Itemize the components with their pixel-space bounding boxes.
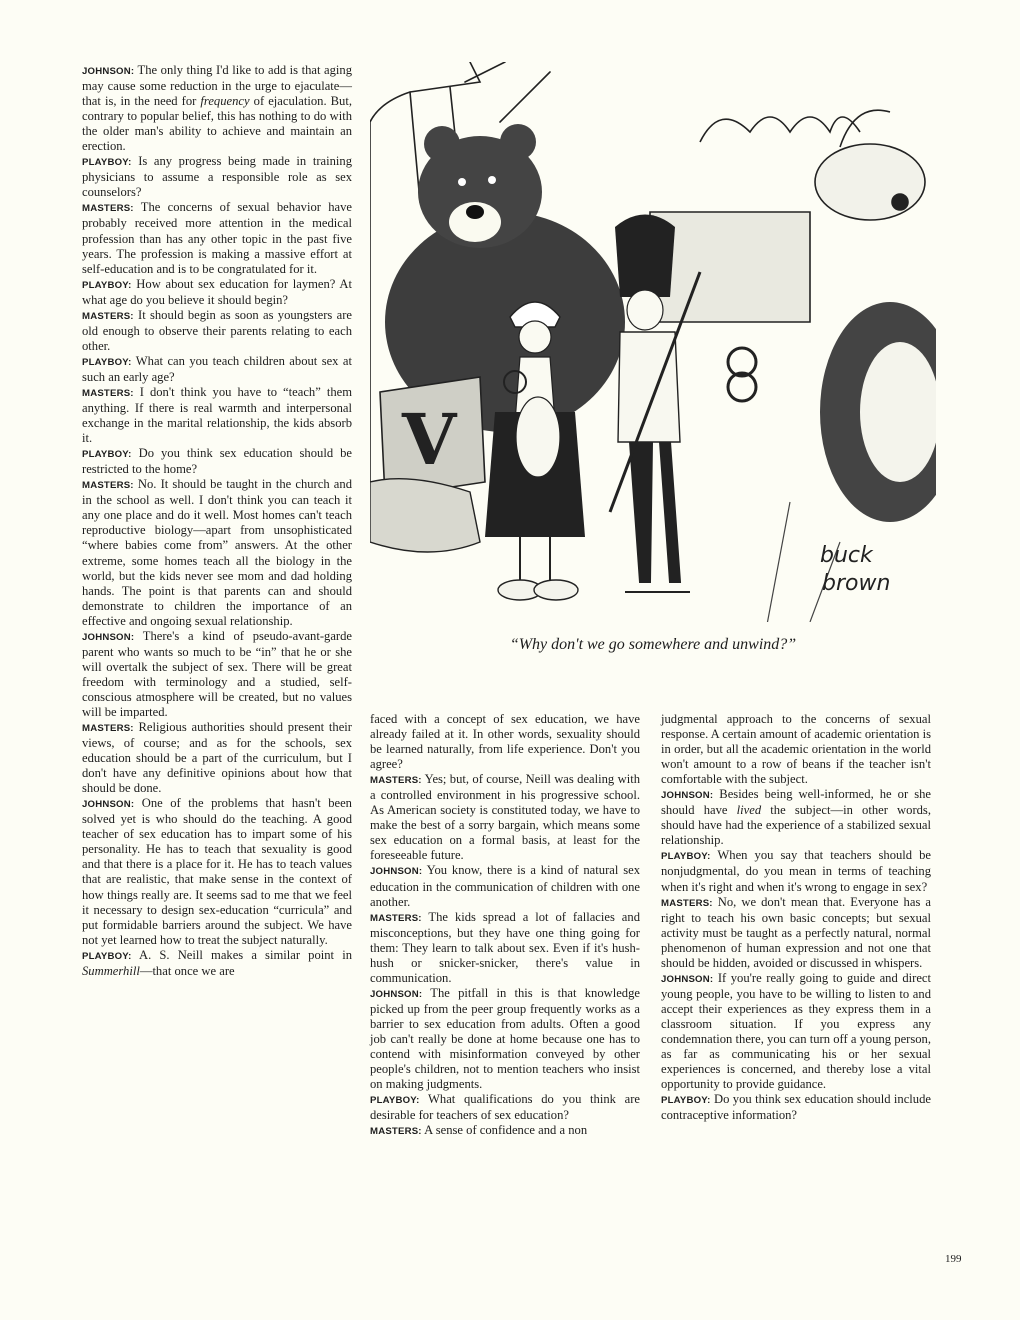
interview-paragraph: PLAYBOY: When you say that teachers should be nonjudgmental, do you mean in terms of teaching when it's right and when it's wrong to engage in sex?	[661, 848, 932, 894]
interview-paragraph: PLAYBOY: What qualifications do you think are desirable for teachers of sex education?	[370, 1092, 640, 1123]
cartoonist-signature: brown	[822, 571, 891, 596]
interview-paragraph: MASTERS: The concerns of sexual behavior have probably received more attention in the medical profession than has any other topic in the past five years. The profession is making a massive effort at self-education and is to be congratulated for it.	[82, 200, 353, 276]
interview-paragraph: MASTERS: Yes; but, of course, Neill was dealing with a controlled environment in his progressive school. As American society is constituted today, we have to make the best of a sorry bargain, which means some sex education on a formal basis, at least for the foreseeable future.	[370, 772, 640, 863]
interview-paragraph: JOHNSON: You know, there is a kind of natural sex education in the communication of children with one another.	[370, 863, 640, 909]
speaker-label: PLAYBOY:	[661, 1095, 711, 1107]
interview-paragraph: MASTERS: Religious authorities should present their views, of course; and as for the schools, sex education should be a part of the curriculum, but I don't have any definitive opinions about how that should be done.	[82, 720, 352, 796]
interview-paragraph: PLAYBOY: Do you think sex education should be restricted to the home?	[82, 446, 353, 477]
interview-paragraph: PLAYBOY: What can you teach children about sex at such an early age?	[82, 353, 352, 384]
letter-block	[370, 377, 485, 552]
speaker-label: JOHNSON:	[370, 988, 423, 1000]
spring-fish-toy	[700, 110, 925, 220]
interview-paragraph: JOHNSON: There's a kind of pseudo-avant-garde parent who wants so much to be “in” that he or she will overtalk the subject of sex. There will be great freedom with terminology and a studied, self-conscious atmosphere will be created, but no values will be imparted.	[82, 628, 353, 719]
interview-paragraph: MASTERS: No. It should be taught in the church and in the school as well. I don't think you can teach it any one place and do it well. Most homes can't teach reproductive biology—apart from unsophisticated “where babies come from” answers. At the other extreme, some homes teach all the biology in the world, but the kids never see mom and dad holding hands. The point is that parents can and should demonstrate to children the importance of an effective and ongoing sexual relationship.	[82, 477, 352, 628]
speaker-label: MASTERS:	[82, 480, 134, 492]
interview-paragraph: JOHNSON: Besides being well-informed, he or she should have lived the subject—in other words, should have had the experience of a stabilized sexual relationship.	[661, 787, 931, 848]
speaker-label: PLAYBOY:	[82, 279, 132, 291]
speaker-label: PLAYBOY:	[661, 851, 711, 863]
speaker-label: JOHNSON:	[661, 790, 714, 802]
speaker-label: MASTERS:	[370, 775, 422, 787]
speaker-label: MASTERS:	[82, 723, 134, 735]
interview-paragraph: JOHNSON: If you're really going to guide and direct young people, you have to be willing to listen to and accept their experiences as they express them in a classroom situation. If you express any condemnation there, you can turn off a young person, as far as communicating his or her sexual experiences is concerned, and thereby lose a vital opportunity to provide guidance.	[661, 970, 931, 1092]
svg-text:V: V	[402, 398, 457, 481]
speaker-label: PLAYBOY:	[82, 157, 132, 169]
speaker-label: PLAYBOY:	[82, 950, 132, 962]
text-column-left	[82, 63, 352, 979]
page-number: 199	[945, 1253, 962, 1265]
speaker-label: MASTERS:	[82, 310, 134, 322]
toy-wheel	[820, 302, 936, 522]
speaker-label: PLAYBOY:	[82, 449, 132, 461]
interview-paragraph: MASTERS: A sense of confidence and a non	[370, 1123, 588, 1138]
speaker-label: JOHNSON:	[370, 866, 423, 878]
cartoonist-signature: buck	[820, 543, 873, 568]
interview-paragraph: MASTERS: I don't think you have to “teach” them anything. If there is real warmth and interpersonal exchange in the marital relationship, the kids absorb it.	[82, 384, 352, 446]
interview-paragraph: MASTERS: No, we don't mean that. Everyone has a right to teach his own basic concepts; but sexual activity must be taught as a perfectly natural, normal phenomenon of human expression and not one that should be hidden, avoided or discussed in whispers.	[661, 894, 931, 970]
speaker-label: JOHNSON:	[82, 799, 135, 811]
speaker-label: MASTERS:	[661, 897, 713, 909]
text-column-middle	[370, 712, 640, 1139]
cartoon-drawing	[370, 62, 936, 622]
text-column-right	[661, 712, 931, 1123]
interview-paragraph-continued: faced with a concept of sex education, we have already failed at it. In other words, sexuality should be learned naturally, from life experience. Don't you agree?	[370, 712, 640, 772]
interview-paragraph-continued: judgmental approach to the concerns of sexual response. A certain amount of academic orientation is in order, but all the academic orientation in the world won't amount to a row of beans if the teacher isn't comfortable with the subject.	[661, 712, 931, 787]
speaker-label: MASTERS:	[370, 912, 422, 924]
interview-paragraph: MASTERS: The kids spread a lot of fallacies and misconceptions, but they have one thing going for them: They learn to talk about sex. Even if it's hush-hush or snicker-snicker, there's value in communication.	[370, 909, 640, 985]
speaker-label: MASTERS:	[370, 1126, 422, 1138]
cartoon-illustration	[370, 62, 936, 622]
speaker-label: PLAYBOY:	[82, 356, 132, 368]
cartoon-caption: “Why don't we go somewhere and unwind?”	[509, 636, 797, 653]
interview-paragraph: MASTERS: It should begin as soon as youngsters are old enough to observe their parents relating to each other.	[82, 307, 352, 353]
interview-paragraph: PLAYBOY: Do you think sex education should include contraceptive information?	[661, 1092, 931, 1123]
interview-paragraph: PLAYBOY: How about sex education for laymen? At what age do you believe it should begin?	[82, 276, 352, 307]
speaker-label: MASTERS:	[82, 203, 134, 215]
speaker-label: JOHNSON:	[82, 66, 135, 77]
interview-paragraph: JOHNSON: The only thing I'd like to add is that aging may cause some reduction in the urge to ejaculate—that is, in the need for frequency of ejaculation. But, contrary to popular belief, this has nothing to do with the older man's ability to achieve and maintain an erection.	[82, 63, 352, 154]
interview-paragraph: JOHNSON: One of the problems that hasn't been solved yet is who should do the teaching. A good teacher of sex education has to impart some of his personality. He has to teach that sexuality is good and that there is a place for it. He has to teach values that are realistic, that make sense in the context of how things really are. It seems sad to me that we feel it necessary to design sex-education “curricula” and put formidable barriers around the subject. We have not yet learned how to treat the subject naturally.	[82, 796, 352, 947]
interview-paragraph: PLAYBOY: A. S. Neill makes a similar point in Summerhill—that once we are	[82, 947, 352, 978]
interview-paragraph: PLAYBOY: Is any progress being made in training physicians to assume a responsible role as sex counselors?	[82, 154, 352, 200]
speaker-label: JOHNSON:	[82, 631, 135, 643]
pipe	[465, 62, 550, 122]
speaker-label: MASTERS:	[82, 387, 134, 399]
speaker-label: PLAYBOY:	[370, 1095, 420, 1107]
speaker-label: JOHNSON:	[661, 973, 714, 985]
interview-paragraph: JOHNSON: The pitfall in this is that knowledge picked up from the peer group frequently works as a barrier to sex education from adults. Often a good job can't really be done at home because one has to contend with misinformation conveyed by other people's children, not to mention teachers who insist on making judgments.	[370, 985, 640, 1092]
